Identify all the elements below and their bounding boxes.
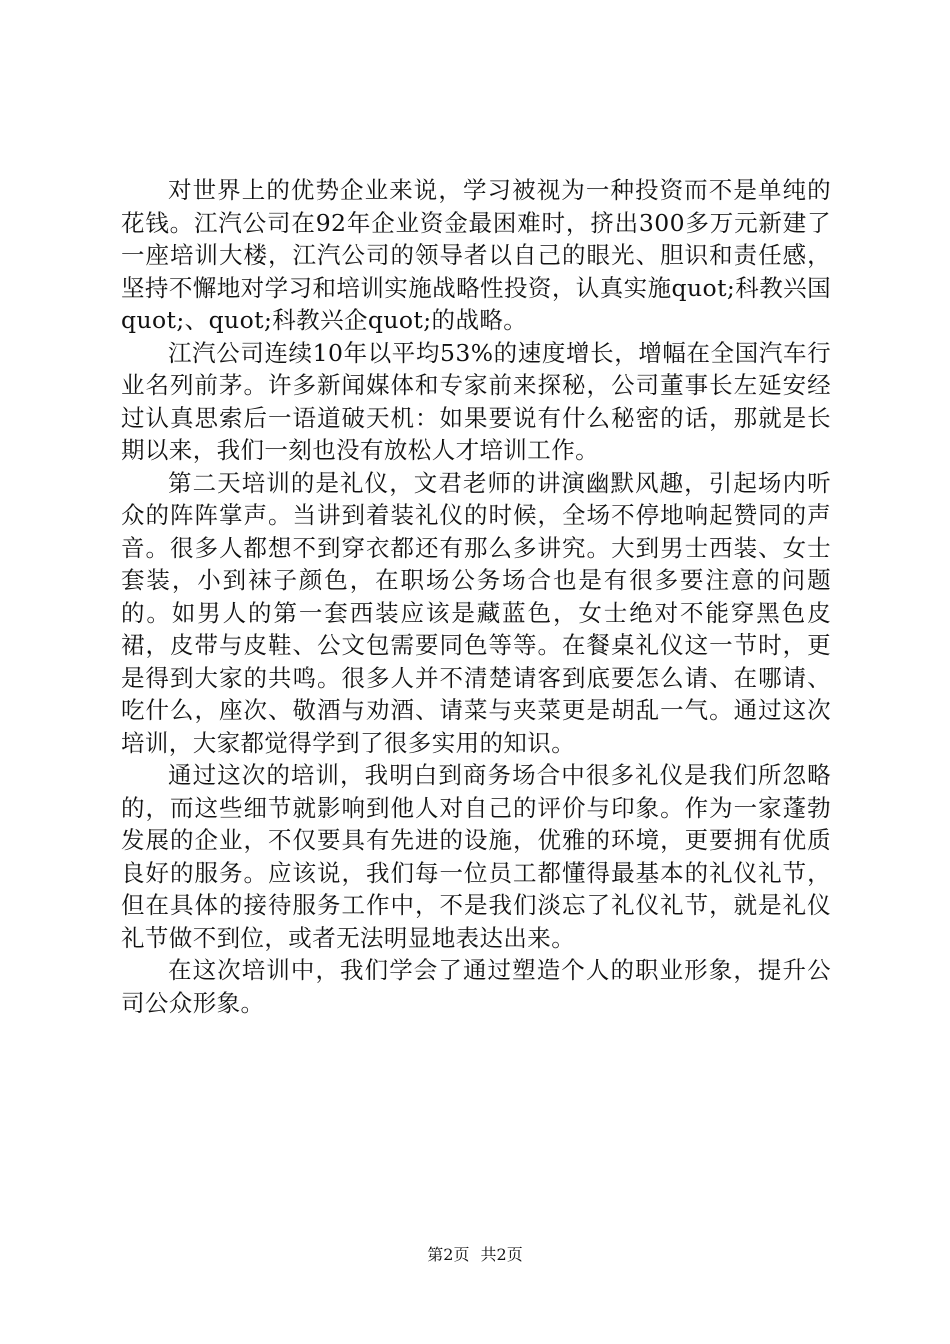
paragraph-2: 江汽公司连续10年以平均53%的速度增长，增幅在全国汽车行业名列前茅。许多新闻媒体和专家前来探秘，公司董事长左延安经过认真思索后一语道破天机：如果要说有什么秘密的话，那就是长期以来，我们一刻也没有放松人才培训工作。: [121, 338, 831, 464]
document-body: [121, 174, 831, 1019]
paragraph-5: 在这次培训中，我们学会了通过塑造个人的职业形象，提升公司公众形象。: [121, 956, 831, 1017]
paragraph-1: 对世界上的优势企业来说，学习被视为一种投资而不是单纯的花钱。江汽公司在92年企业资金最困难时，挤出300多万元新建了一座培训大楼，江汽公司的领导者以自己的眼光、胆识和责任感，坚持不懈地对学习和培训实施战略性投资，认真实施quot;科教兴国quot;、quot;科教兴企quot;的战略。: [121, 176, 831, 334]
page-total: 共2页: [480, 1245, 523, 1264]
paragraph-3: 第二天培训的是礼仪，文君老师的讲演幽默风趣，引起场内听众的阵阵掌声。当讲到着装礼仪的时候，全场不停地响起赞同的声音。很多人都想不到穿衣都还有那么多讲究。大到男士西装、女士套装，小到袜子颜色，在职场公务场合也是有很多要注意的问题的。如男人的第一套西装应该是藏蓝色，女士绝对不能穿黑色皮裙，皮带与皮鞋、公文包需要同色等等。在餐桌礼仪这一节时，更是得到大家的共鸣。很多人并不清楚请客到底要怎么请、在哪请、吃什么，座次、敬酒与劝酒、请菜与夹菜更是胡乱一气。通过这次培训，大家都觉得学到了很多实用的知识。: [121, 468, 831, 757]
paragraph-4: 通过这次的培训，我明白到商务场合中很多礼仪是我们所忽略的，而这些细节就影响到他人对自己的评价与印象。作为一家蓬勃发展的企业，不仅要具有先进的设施，优雅的环境，更要拥有优质良好的服务。应该说，我们每一位员工都懂得最基本的礼仪礼节，但在具体的接待服务工作中，不是我们淡忘了礼仪礼节，就是礼仪礼节做不到位，或者无法明显地表达出来。: [121, 761, 831, 952]
page-number: 第2页: [427, 1245, 470, 1264]
page-footer: [0, 1245, 950, 1265]
